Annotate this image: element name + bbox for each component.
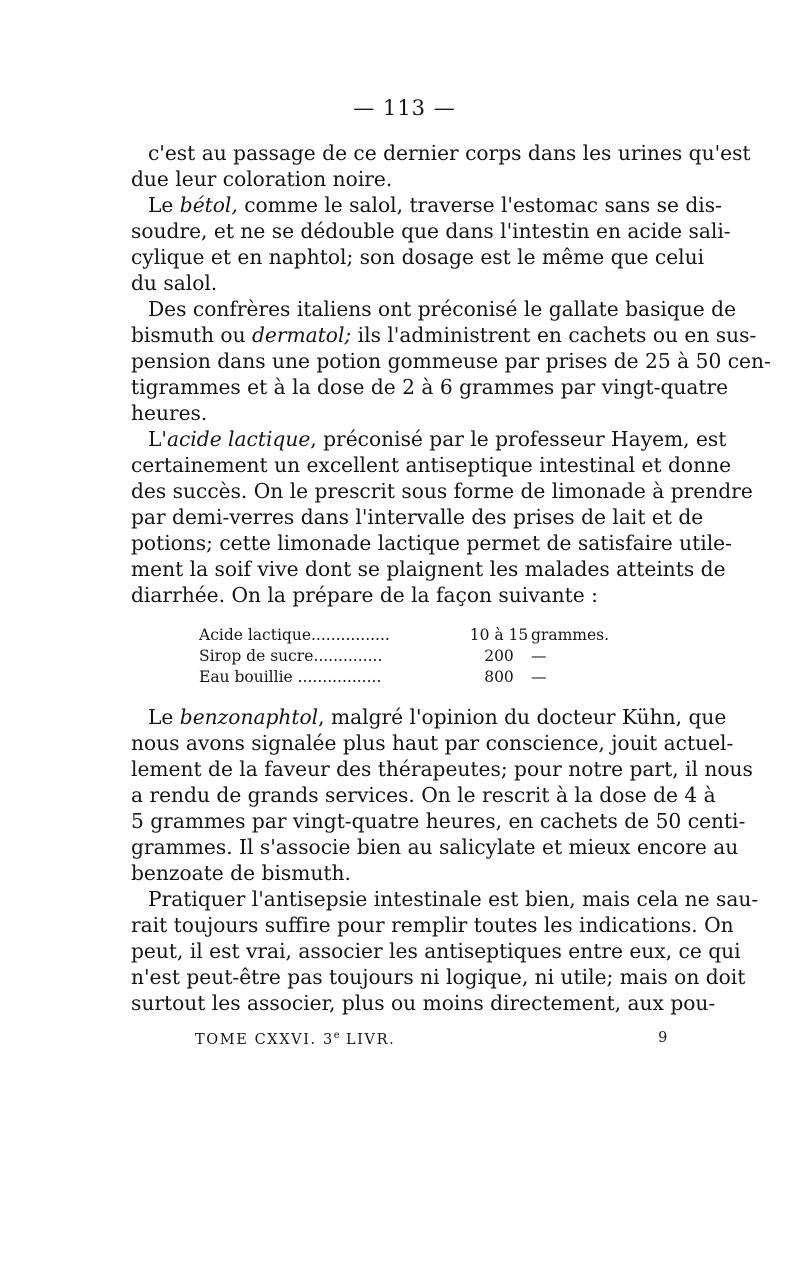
- recipe-ingredient: Acide lactique................: [199, 626, 390, 644]
- text-line: nous avons signalée plus haut par conscience, jouit actuel-: [131, 731, 734, 755]
- recipe-quantity: 800: [484, 668, 514, 686]
- recipe-ingredient: Eau bouillie .................: [199, 668, 382, 686]
- text-line: par demi-verres dans l'intervalle des prises de lait et de: [131, 505, 704, 529]
- text-line: des succès. On le prescrit sous forme de limonade à prendre: [131, 479, 753, 503]
- recipe-quantity: 200: [484, 647, 514, 665]
- recipe-quantity: 10 à 15: [469, 626, 529, 644]
- text-line: cylique et en naphtol; son dosage est le même que celui: [131, 245, 705, 269]
- text-line: soudre, et ne se dédouble que dans l'intestin en acide sali-: [131, 219, 731, 243]
- text-block-bottom: [131, 704, 759, 1016]
- recipe-row: [199, 625, 619, 646]
- italic-term: benzonaphtol: [179, 705, 319, 729]
- text-line: tigrammes et à la dose de 2 à 6 grammes par vingt-quatre: [131, 375, 729, 399]
- text-line: rait toujours suffire pour remplir toutes les indications. On: [131, 913, 734, 937]
- text-line: bismuth ou dermatol; ils l'administrent en cachets ou en sus-: [131, 323, 757, 347]
- signature-gathering-number: 9: [658, 1030, 669, 1046]
- text-line: ment la soif vive dont se plaignent les malades atteints de: [131, 557, 726, 581]
- recipe-unit: grammes.: [531, 626, 610, 644]
- text-block-top: [131, 140, 771, 608]
- text-line: 5 grammes par vingt-quatre heures, en cachets de 50 centi-: [131, 809, 746, 833]
- page-number: — 113 —: [353, 96, 456, 120]
- text-line: grammes. Il s'associe bien au salicylate et mieux encore au: [131, 835, 739, 859]
- signature-livraison-number: 3: [322, 1031, 334, 1048]
- text-line: due leur coloration noire.: [131, 167, 393, 191]
- text-line: certainement un excellent antiseptique intestinal et donne: [131, 453, 732, 477]
- text-line: pension dans une potion gommeuse par prises de 25 à 50 cen-: [131, 349, 771, 373]
- italic-term: acide lactique: [166, 427, 311, 451]
- recipe-ingredient: Sirop de sucre..............: [199, 647, 383, 665]
- text-line: surtout les associer, plus ou moins directement, aux pou-: [131, 991, 716, 1015]
- text-line: n'est peut-être pas toujours ni logique, ni utile; mais on doit: [131, 965, 746, 989]
- text-line: Le bétol, comme le salol, traverse l'estomac sans se dis-: [148, 193, 722, 217]
- text-line: c'est au passage de ce dernier corps dans les urines qu'est: [148, 141, 751, 165]
- signature-livraison-sup: e: [333, 1030, 340, 1041]
- recipe-unit: —: [531, 668, 547, 686]
- text-line: Le benzonaphtol, malgré l'opinion du docteur Kühn, que: [148, 705, 727, 729]
- text-line: Des confrères italiens ont préconisé le gallate basique de: [148, 297, 737, 321]
- signature-livraison-word: LIVR.: [345, 1031, 396, 1048]
- italic-term: dermatol;: [252, 323, 352, 347]
- recipe-list: [199, 625, 619, 688]
- text-line: a rendu de grands services. On le rescrit à la dose de 4 à: [131, 783, 716, 807]
- text-line: du salol.: [131, 271, 218, 295]
- text-line: Pratiquer l'antisepsie intestinale est bien, mais cela ne sau-: [148, 887, 759, 911]
- recipe-row: [199, 646, 619, 667]
- text-line: diarrhée. On la prépare de la façon suivante :: [131, 583, 598, 607]
- text-line: peut, il est vrai, associer les antiseptiques entre eux, ce qui: [131, 939, 741, 963]
- italic-term: bétol,: [179, 193, 238, 217]
- text-line: heures.: [131, 401, 208, 425]
- text-line: benzoate de bismuth.: [131, 861, 351, 885]
- recipe-row: [199, 667, 619, 688]
- signature-volume: [195, 1030, 395, 1048]
- text-line: potions; cette limonade lactique permet de satisfaire utile-: [131, 531, 732, 555]
- signature-line: [195, 1030, 669, 1048]
- signature-tome: TOME CXXVI.: [195, 1031, 317, 1048]
- recipe-unit: —: [531, 647, 547, 665]
- text-line: L'acide lactique, préconisé par le professeur Hayem, est: [148, 427, 727, 451]
- text-line: lement de la faveur des thérapeutes; pour notre part, il nous: [131, 757, 753, 781]
